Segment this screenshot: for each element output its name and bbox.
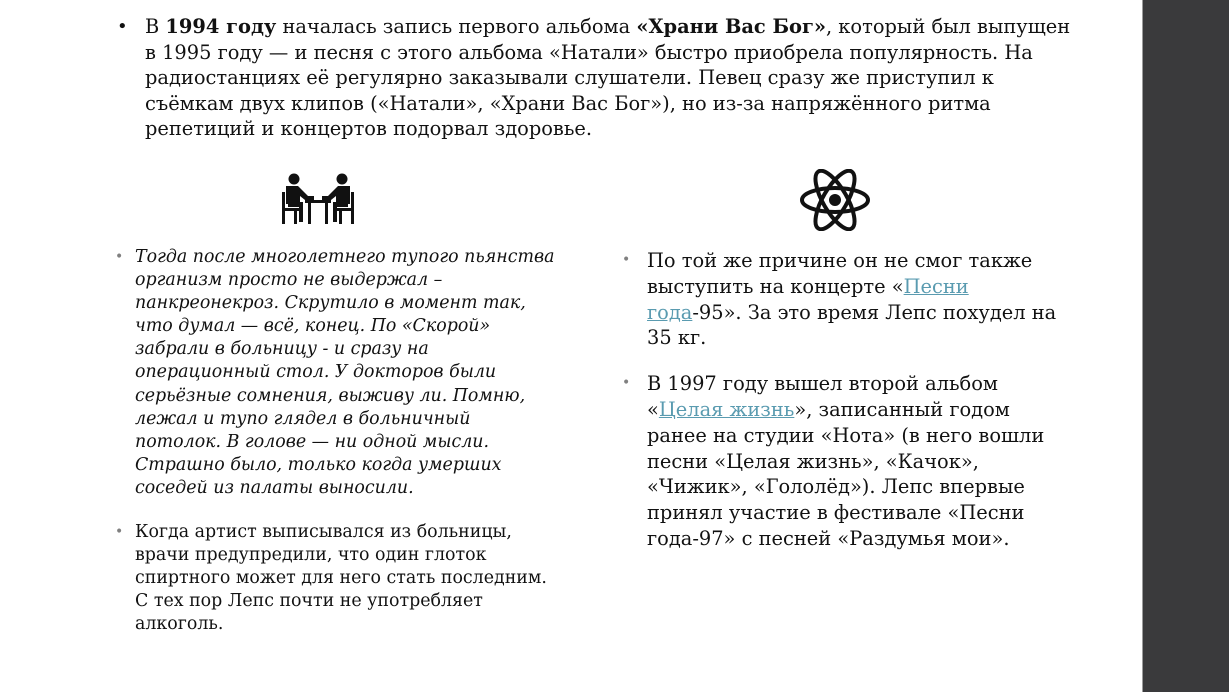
meeting-icon <box>280 172 356 226</box>
top-bullet-item <box>117 14 1077 142</box>
bold-year: 1994 году <box>165 15 277 38</box>
text-pre: По той же причине он не смог также выступить на концерте « <box>647 249 1033 298</box>
link-pesni-goda[interactable]: Песни года <box>647 274 969 324</box>
paragraph-text: Когда артист выписывался из больницы, врачи предупредили, что один глоток спиртного может для него стать последним. С тех пор Лепс почти не употребляет алкоголь. <box>135 522 547 635</box>
bullet-marker: • <box>115 249 124 265</box>
right-item-1 <box>622 248 1062 351</box>
side-panel <box>1142 0 1229 692</box>
left-item-2 <box>115 521 555 636</box>
text-post: -95». За это время Лепс похудел на 35 кг. <box>647 300 1057 350</box>
text-rest: , который был выпущен в 1995 году — и песня с этого альбома «Натали» быстро приобрела популярность. На радиостанциях её регулярно заказывали слушатели. Певец сразу же приступил к съёмкам двух клипов («Натали», «Храни Вас Бог»), но из-за напряжённого ритма репетиций и концертов подорвал здоровье. <box>145 15 1071 140</box>
link-celaya-zhizn[interactable]: Целая жизнь <box>658 397 795 421</box>
text-pre: В <box>145 15 166 38</box>
left-item-1 <box>115 246 555 500</box>
text-mid: началась запись первого альбома <box>276 15 637 38</box>
panel-divider <box>1142 0 1143 692</box>
left-column <box>115 246 555 658</box>
bullet-marker: • <box>622 252 631 268</box>
right-item-2 <box>622 371 1062 552</box>
bullet-marker: • <box>622 375 631 392</box>
top-paragraph <box>145 14 1077 142</box>
bullet-marker: • <box>117 16 128 37</box>
text-post: », записанный годом ранее на студии «Нота» (в него вошли песни «Целая жизнь», «Качок», «Чижик», «Гололёд»). Лепс впервые принял участие в фестивале «Песни года-97» с песней «Раздумья мои». <box>647 397 1045 550</box>
paragraph-text <box>647 248 1062 351</box>
bold-album-title: «Храни Вас Бог» <box>636 15 826 38</box>
text-pre: В 1997 году вышел второй альбом « <box>647 372 998 421</box>
right-column <box>622 248 1062 572</box>
quote-text: Тогда после многолетнего тупого пьянства организм просто не выдержал – панкреонекроз. Скрутило в момент так, что думал — всё, конец. По «Скорой» забрали в больницу - и сразу на операционный стол. У докторов были серьёзные сомнения, выживу ли. Помню, лежал и тупо глядел в больничный потолок. В голове — ни одной мысли. Страшно было, только когда умерших соседей из палаты выносили. <box>135 247 555 498</box>
bullet-marker: • <box>115 524 124 541</box>
paragraph-text <box>647 371 1062 552</box>
atom-icon <box>799 169 871 231</box>
